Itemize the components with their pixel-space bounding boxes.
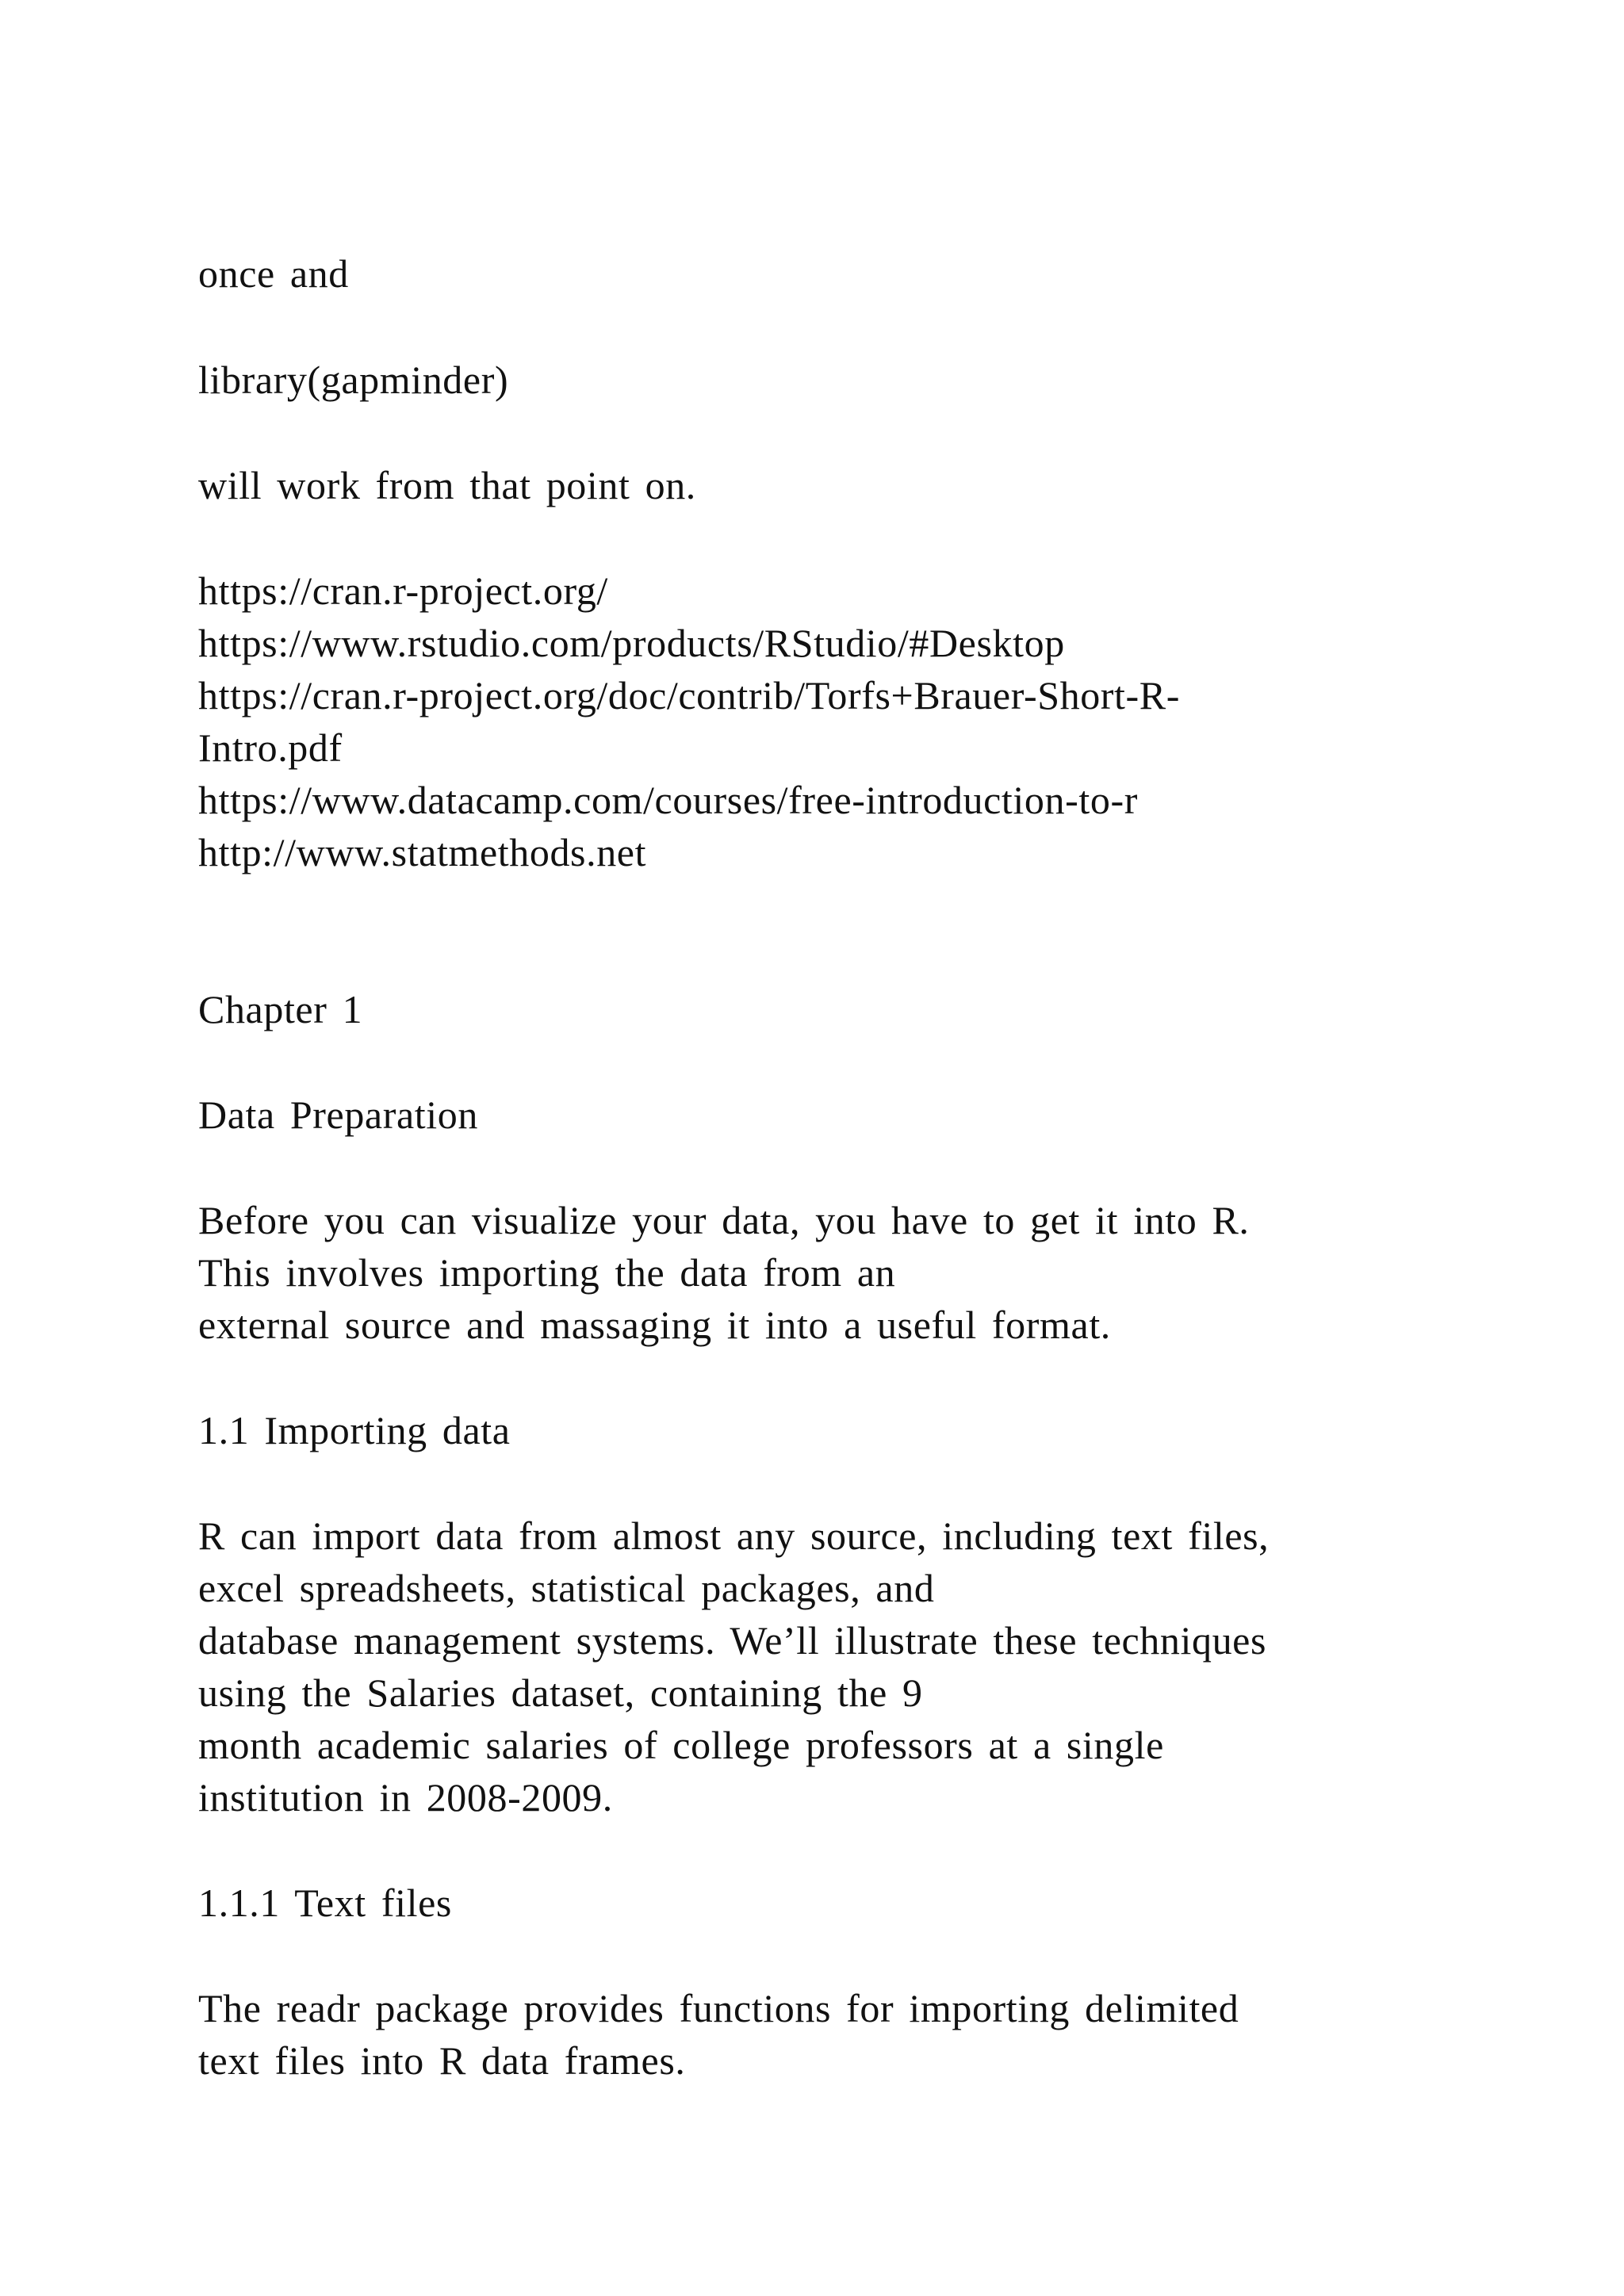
paragraph-line: will work from that point on. [198, 463, 696, 507]
paragraph-line: excel spreadsheets, statistical packages, and [198, 1566, 935, 1610]
code-line: library(gapminder) [198, 358, 509, 402]
link-line: http://www.statmethods.net [198, 830, 647, 874]
link-line: Intro.pdf [198, 725, 343, 770]
paragraph-line: R can import data from almost any source, including text files, [198, 1513, 1270, 1558]
paragraph-line: institution in 2008-2009. [198, 1775, 613, 1820]
paragraph-line: month academic salaries of college professors at a single [198, 1723, 1164, 1767]
paragraph-line: Before you can visualize your data, you have to get it into R. [198, 1198, 1250, 1242]
paragraph-line: text files into R data frames. [198, 2038, 686, 2083]
chapter-heading: Chapter 1 [198, 987, 363, 1031]
paragraph-line: The readr package provides functions for importing delimited [198, 1986, 1239, 2030]
paragraph-line: external source and massaging it into a useful format. [198, 1303, 1111, 1347]
paragraph-line: using the Salaries dataset, containing the 9 [198, 1670, 923, 1715]
link-line: https://cran.r-project.org/ [198, 568, 608, 613]
link-line: https://cran.r-project.org/doc/contrib/Torfs+Brauer-Short-R- [198, 673, 1181, 718]
chapter-title: Data Preparation [198, 1093, 478, 1137]
paragraph-line: This involves importing the data from an [198, 1250, 896, 1295]
section-heading: 1.1 Importing data [198, 1408, 511, 1452]
paragraph-line: database management systems. We’ll illustrate these techniques [198, 1618, 1267, 1663]
link-line: https://www.datacamp.com/courses/free-introduction-to-r [198, 778, 1138, 822]
link-line: https://www.rstudio.com/products/RStudio/#Desktop [198, 621, 1065, 665]
paragraph-line: once and [198, 251, 349, 296]
subsection-heading: 1.1.1 Text files [198, 1881, 452, 1925]
